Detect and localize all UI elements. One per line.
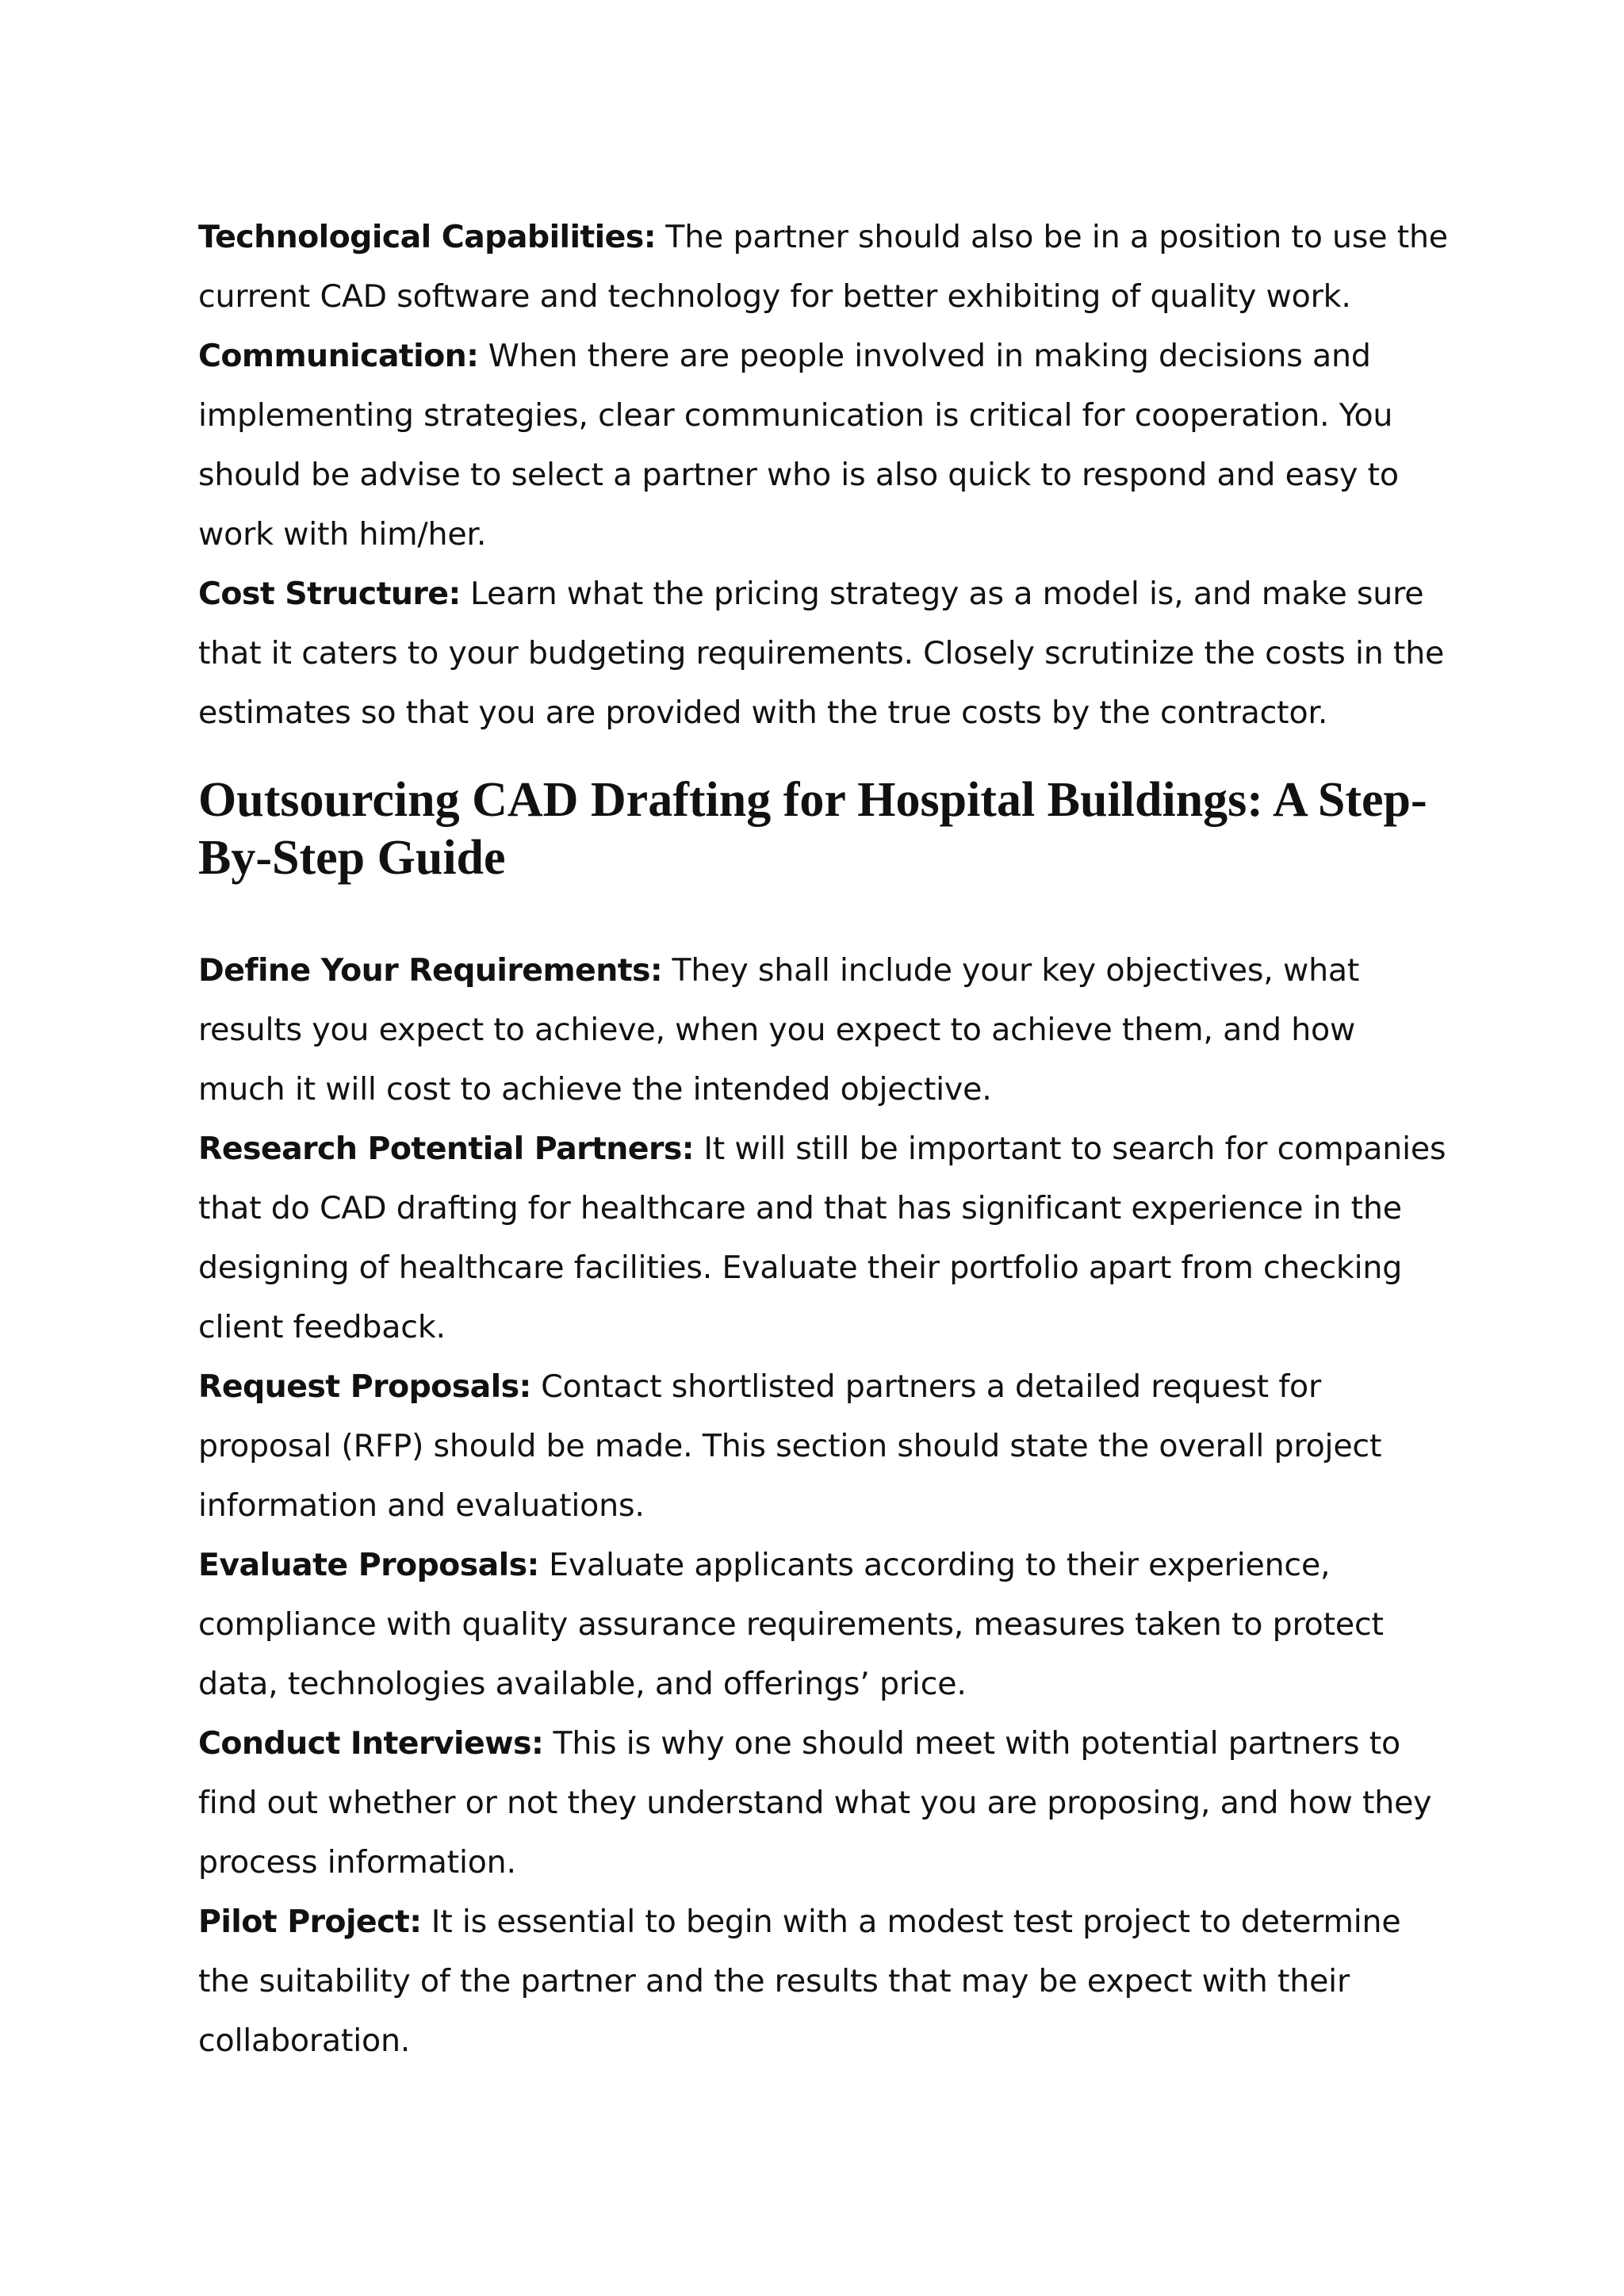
step-text: It will still be important to search for companies that do CAD drafting for healthcare and that has significant experience in the designing of healthcare facilities. Evaluate their portfolio apart from checking client feedback. <box>198 1131 1446 1345</box>
criteria-term: Technological Capabilities: <box>198 219 656 255</box>
step-paragraph-request-proposals <box>198 1357 1451 1536</box>
step-text: Contact shortlisted partners a detailed request for proposal (RFP) should be made. This section should state the overall project information and evaluations. <box>198 1368 1382 1524</box>
step-text: This is why one should meet with potential partners to find out whether or not they understand what you are proposing, and how they process information. <box>198 1725 1432 1881</box>
criteria-term: Communication: <box>198 338 479 374</box>
step-paragraph-pilot-project <box>198 1892 1451 2071</box>
step-text: They shall include your key objectives, what results you expect to achieve, when you expect to achieve them, and how much it will cost to achieve the intended objective. <box>198 952 1360 1108</box>
steps-section <box>198 941 1451 2071</box>
step-term: Pilot Project: <box>198 1904 422 1940</box>
step-term: Conduct Interviews: <box>198 1725 544 1762</box>
criteria-paragraph-cost-structure <box>198 564 1451 743</box>
step-text: Evaluate applicants according to their experience, compliance with quality assurance requirements, measures taken to protect data, technologies available, and offerings’ price. <box>198 1547 1384 1702</box>
step-text: It is essential to begin with a modest test project to determine the suitability of the partner and the results that may be expect with their collaboration. <box>198 1904 1401 2059</box>
step-paragraph-evaluate-proposals <box>198 1536 1451 1714</box>
criteria-paragraph-communication <box>198 327 1451 564</box>
criteria-term: Cost Structure: <box>198 576 461 612</box>
step-term: Research Potential Partners: <box>198 1131 694 1167</box>
step-term: Define Your Requirements: <box>198 952 663 989</box>
step-term: Evaluate Proposals: <box>198 1547 539 1583</box>
step-paragraph-define-requirements <box>198 941 1451 1119</box>
step-paragraph-conduct-interviews <box>198 1714 1451 1892</box>
criteria-text: Learn what the pricing strategy as a model is, and make sure that it caters to your budgeting requirements. Closely scrutinize the costs in the estimates so that you are provided with the true costs by the contractor. <box>198 576 1445 731</box>
step-paragraph-research-partners <box>198 1119 1451 1357</box>
section-heading: Outsourcing CAD Drafting for Hospital Buildings: A Step-By-Step Guide <box>198 773 1427 885</box>
criteria-text: The partner should also be in a position to use the current CAD software and technology for better exhibiting of quality work. <box>198 219 1448 315</box>
document-page <box>198 208 1451 2071</box>
step-term: Request Proposals: <box>198 1368 531 1405</box>
criteria-paragraph-technological-capabilities <box>198 208 1451 327</box>
criteria-text: When there are people involved in making decisions and implementing strategies, clear communication is critical for cooperation. You should be advise to select a partner who is also quick to respond and easy to work with him/her. <box>198 338 1399 553</box>
criteria-section <box>198 208 1451 743</box>
